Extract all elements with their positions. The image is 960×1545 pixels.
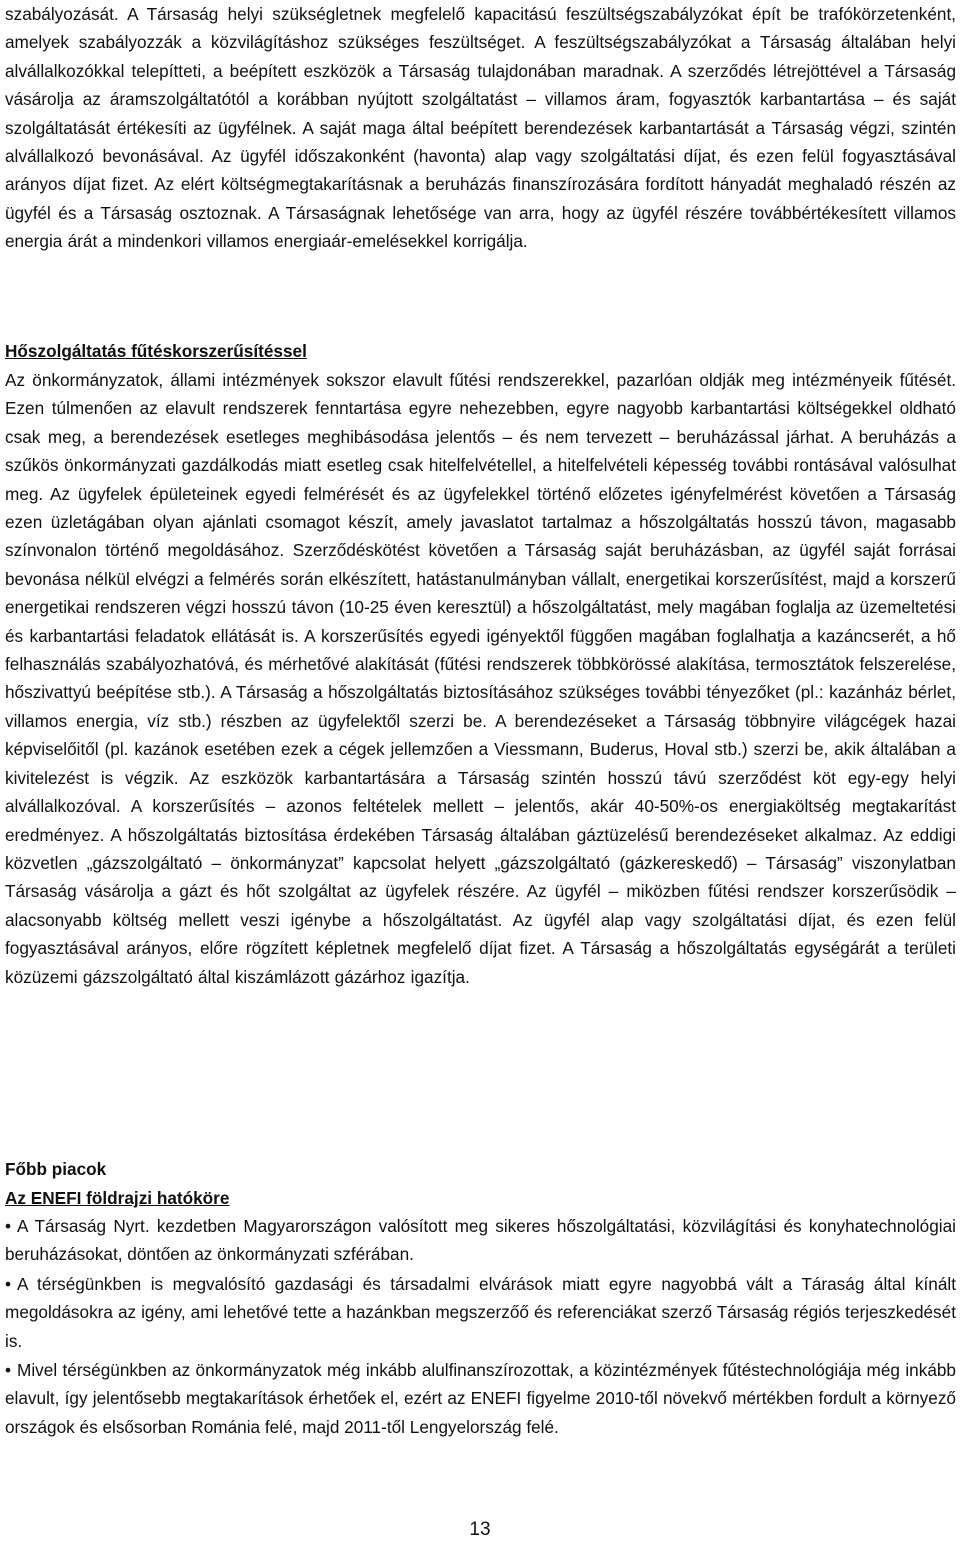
- section-heading-markets: Főbb piacok: [5, 1159, 107, 1179]
- bullet-text: A Társaság Nyrt. kezdetben Magyarországon valósított meg sikeres hőszolgáltatási, közvilágítási és konyhatechnológiai beruházásokat, döntően az önkormányzati szférában.: [5, 1216, 956, 1265]
- subsection-heading-geographic-scope: Az ENEFI földrajzi hatóköre: [5, 1188, 230, 1208]
- bullet-item: [5, 1212, 956, 1269]
- bullet-marker: •: [5, 1216, 12, 1236]
- page-number: 13: [469, 1519, 491, 1540]
- bullet-text: A térségünkben is megvalósító gazdasági és társadalmi elvárások miatt egyre nagyobbá vált a Táraság által kínált megoldásokra az igény, ami lehetővé tette a hazánkban megszerzőő és referenciákat szerző Társaság régiós terjeszkedését is.: [5, 1274, 956, 1351]
- bullet-item: [5, 1270, 956, 1355]
- bullet-item: [5, 1356, 956, 1441]
- bullet-marker: •: [5, 1274, 12, 1294]
- paragraph-public-lighting: szabályozását. A Társaság helyi szükségletnek megfelelő kapacitású feszültségszabályzókat épít be trafókörzetenként, amelyek szabályozzák a közvilágításhoz szükséges feszültséget. A feszültségszabályzókat a Társaság általában helyi alvállalkozókkal telepítteti, a beépített eszközök a Társaság tulajdonában maradnak. A szerződés létrejöttével a Társaság vásárolja az áramszolgáltatótól a korábban nyújtott szolgáltatást – villamos áram, fogyasztók karbantartása – és saját szolgáltatását értékesíti az ügyfélnek. A saját maga által beépített berendezések karbantartását a Társaság végzi, szintén alvállalkozó bevonásával. Az ügyfél időszakonként (havonta) alap vagy szolgáltatási díjat, és ezen felül fogyasztásával arányos díjat fizet. Az elért költségmegtakarításnak a beruházás finanszírozására fordított hányadát meghaladó részén az ügyfél és a Társaság osztoznak. A Társaságnak lehetősége van arra, hogy az ügyfél részére továbbértékesített villamos energia árát a mindenkori villamos energiaár-emelésekkel korrigálja.: [5, 4, 956, 252]
- bullet-text: Mivel térségünkben az önkormányzatok még inkább alulfinanszírozottak, a közintézmények fűtéstechnológiája még inkább elavult, így jelentősebb megtakarítások érhetőek el, ezért az ENEFI figyelme 2010-től növekvő mértékben fordult a környező országok és elsősorban Románia felé, majd 2011-től Lengyelország felé.: [5, 1360, 956, 1437]
- section-heading-heating: Hőszolgáltatás fűtéskorszerűsítéssel: [5, 341, 307, 361]
- paragraph-heating-service: Az önkormányzatok, állami intézmények sokszor elavult fűtési rendszerekkel, pazarlóan oldják meg intézményeik fűtését. Ezen túlmenően az elavult rendszerek fenntartása egyre nehezebben, egyre nagyobb karbantartási költségekkel oldható csak meg, a berendezések esetleges meghibásodása jelentős – és nem tervezett – beruházással járhat. A beruházás a szűkös önkormányzati gazdálkodás miatt esetleg csak hitelfelvétellel, a hitelfelvételi képesség további rontásával valósulhat meg. Az ügyfelek épületeinek egyedi felmérését és az ügyfelekkel történő előzetes igényfelmérést követően a Társaság ezen üzletágában olyan ajánlati csomagot készít, amely javaslatot tartalmaz a hőszolgáltatás hosszú távon, magasabb színvonalon történő megoldásához. Szerződéskötést követően a Társaság saját beruházásban, az ügyfél saját forrásai bevonása nélkül elvégzi a felmérés során elkészített, hatástanulmányban vállalt, energetikai korszerűsítést, majd a korszerű energetikai rendszeren végzi hosszú távon (10-25 éven keresztül) a hőszolgáltatást, mely magában foglalja az üzemeltetési és karbantartási feladatok ellátását is. A korszerűsítés egyedi igényektől függően magában foglalhatja a kazáncserét, a hő felhasználás szabályozhatóvá, és mérhetővé alakítását (fűtési rendszerek többkörössé alakítása, termosztátok felszerelése, hőszivattyú beépítése stb.). A Társaság a hőszolgáltatás biztosításához szükséges további tényezőket (pl.: kazánház bérlet, villamos energia, víz stb.) részben az ügyfelektől szerzi be. A berendezéseket a Társaság többnyire világcégek hazai képviselőitől (pl. kazánok esetében ezek a cégek jellemzően a Viessmann, Buderus, Hoval stb.) szerzi be, akik általában a kivitelezést is végzik. Az eszközök karbantartására a Társaság szintén hosszú távú szerződést köt egy-egy helyi alvállalkozóval. A korszerűsítés – azonos feltételek mellett – jelentős, akár 40-50%-os energiaköltség megtakarítást eredményez. A hőszolgáltatás biztosítása érdekében Társaság általában gáztüzelésű berendezéseket alkalmaz. Az eddigi közvetlen „gázszolgáltató – önkormányzat” kapcsolat helyett „gázszolgáltató (gázkereskedő) – Társaság” viszonylatban Társaság vásárolja a gázt és hőt szolgáltat az ügyfelek részére. Az ügyfél – miközben fűtési rendszer korszerűsödik – alacsonyabb költség mellett veszi igénybe a hőszolgáltatást. Az ügyfél alap vagy szolgáltatási díjat, és ezen felül fogyasztásával arányos, előre rögzített képletnek megfelelő díjat fizet. A Társaság a hőszolgáltatás egységárát a területi közüzemi gázszolgáltató által kiszámlázott gázárhoz igazítja.: [5, 370, 956, 987]
- bullet-marker: •: [5, 1360, 12, 1380]
